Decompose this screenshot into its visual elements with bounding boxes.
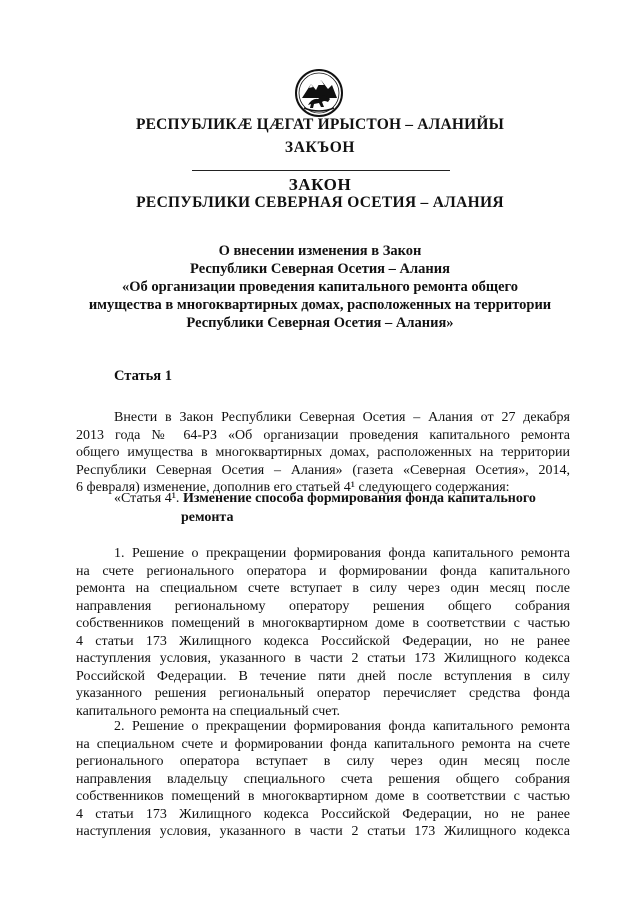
- intro-line: общего имущества в многоквартирных домах, расположенных на территории: [76, 445, 570, 460]
- paragraph-2: [76, 718, 570, 841]
- law-title-line: Республики Северная Осетия – Алания»: [186, 315, 454, 331]
- paragraph-line: на специальном счете и формировании фонда капитального ремонта на счете: [76, 736, 570, 752]
- intro-line: Внести в Закон Республики Северная Осетия – Алания от 27 декабря: [114, 410, 570, 425]
- republic-name-russian: РЕСПУБЛИКИ СЕВЕРНАЯ ОСЕТИЯ – АЛАНИЯ: [136, 194, 504, 211]
- law-title-line: О внесении изменения в Закон: [218, 243, 422, 259]
- law-word-ossetian: ЗАКЪОН: [284, 139, 356, 156]
- paragraph-line: Российской Федерации. В течение пяти дней после вступления в силу: [76, 668, 570, 684]
- paragraph-line: 4 статьи 173 Жилищного кодекса Российской Федерации, но не ранее: [76, 806, 570, 822]
- new-article-title-line1: Изменение способа формирования фонда капитального: [182, 491, 536, 506]
- paragraph-line: на счете регионального оператора и формировании фонда капитального: [76, 563, 570, 579]
- law-title-line: «Об организации проведения капитального ремонта общего: [121, 279, 519, 295]
- intro-line: Республики Северная Осетия – Алания» (газета «Северная Осетия», 2014,: [76, 462, 570, 478]
- paragraph-line: собственников помещений в многоквартирном доме в соответствии с частью: [76, 789, 570, 804]
- new-article-title: [114, 491, 536, 507]
- paragraph-line: направления владельцу специального счета решения общего собрания: [76, 771, 570, 787]
- paragraph-line: наступления условия, указанного в части 2 статьи 173 Жилищного кодекса: [76, 824, 570, 839]
- header-divider: [192, 170, 450, 171]
- law-word-russian: ЗАКОН: [288, 175, 352, 194]
- intro-line: 2013 года № 64-РЗ «Об организации проведения капитального ремонта: [76, 427, 570, 443]
- new-article-prefix: «Статья 4¹.: [114, 491, 183, 506]
- paragraph-line: 2. Решение о прекращении формирования фонда капитального ремонта: [114, 719, 570, 734]
- intro-paragraph: [76, 409, 570, 497]
- intro-line: 6 февраля) изменение, дополнив его статьей 4¹ следующего содержания:: [76, 480, 510, 495]
- paragraph-line: капитального ремонта на специальный счет.: [76, 703, 341, 719]
- article-heading: Статья 1: [114, 368, 172, 384]
- paragraph-line: ремонта на специальном счете вступает в силу через один месяц после: [76, 581, 570, 596]
- law-title: [40, 242, 600, 332]
- paragraph-line: наступления условия, указанного в части 2 статьи 173 Жилищного кодекса: [76, 651, 570, 666]
- paragraph-line: направления региональному оператору решения общего собрания: [76, 598, 570, 614]
- coat-of-arms-emblem: [294, 68, 344, 118]
- law-title-line: Республики Северная Осетия – Алания: [190, 261, 450, 277]
- paragraph-line: регионального оператора вступает в силу через один месяц после: [76, 754, 570, 769]
- paragraph-line: 4 статьи 173 Жилищного кодекса Российской Федерации, но не ранее: [76, 633, 570, 649]
- republic-name-ossetian: РЕСПУБЛИКӔ ЦӔГАТ ИРЫСТОН – АЛАНИЙЫ: [135, 116, 505, 133]
- paragraph-line: собственников помещений в многоквартирном доме в соответствии с частью: [76, 616, 570, 631]
- paragraph-line: указанного решения региональный оператор перечисляет средства фонда: [76, 686, 570, 701]
- law-title-line: имущества в многоквартирных домах, расположенных на территории: [88, 297, 552, 313]
- new-article-title-line2: ремонта: [181, 510, 234, 525]
- paragraph-1: [76, 545, 570, 720]
- paragraph-line: 1. Решение о прекращении формирования фонда капитального ремонта: [114, 546, 570, 561]
